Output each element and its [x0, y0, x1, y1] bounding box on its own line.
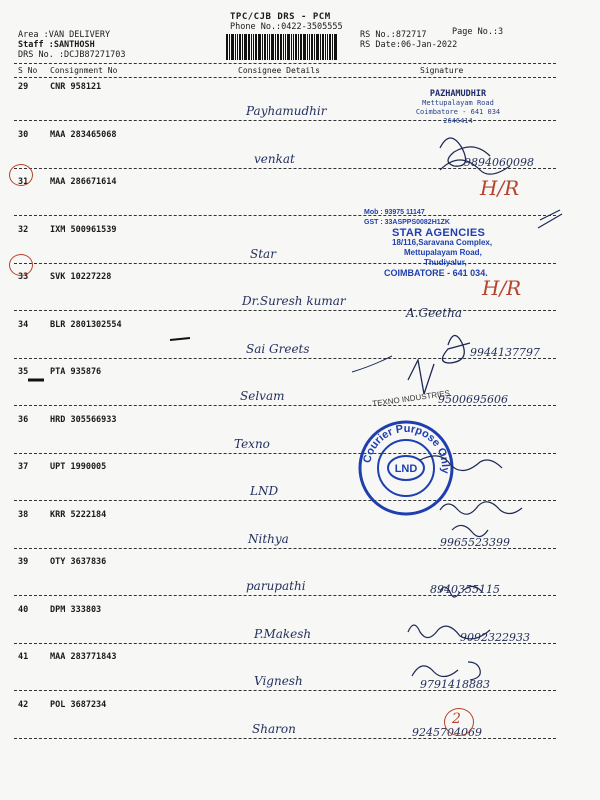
rs-no-field: RS No.:872717 [360, 30, 427, 40]
row-divider [14, 405, 556, 406]
row-consignee-handwritten: Sai Greets [246, 341, 310, 356]
barcode-bar [311, 34, 313, 60]
phone-number: Phone No.:0422-3505555 [230, 22, 343, 32]
barcode-bar [248, 34, 250, 60]
stamp-city: COIMBATORE - 641 034. [384, 268, 488, 278]
scribble [442, 335, 470, 363]
stamp-addr1: 18/116,Saravana Complex, [392, 238, 493, 247]
row-signature-phone: 9500695606 [438, 393, 508, 406]
signature-scribble: A.Geetha [406, 306, 462, 320]
barcode-bar [267, 34, 268, 60]
row-signature-phone: 9965523399 [440, 535, 510, 549]
barcode-bar [277, 34, 279, 60]
row-sno: 31 [18, 177, 29, 187]
barcode-bar [251, 34, 252, 60]
stamp-line: 2646414 [443, 117, 473, 125]
row-consignment-no: BLR 2801302554 [50, 319, 122, 330]
barcode-bar [332, 34, 333, 60]
row-sno: 29 [18, 82, 29, 92]
barcode-icon [226, 34, 354, 60]
hr-mark-2: H/R [482, 276, 522, 300]
barcode-bar [322, 34, 324, 60]
barcode-bar [255, 34, 257, 60]
stamp-addr2: Mettupalayam Road, [404, 248, 482, 257]
row-consignee-handwritten: P.Makesh [254, 626, 312, 641]
barcode-bar [262, 34, 263, 60]
seal-center-text: LND [394, 463, 418, 475]
row-signature-phone: 9245704069 [412, 725, 482, 739]
barcode-bar [237, 34, 238, 60]
row-consignment-no: OTY 3637836 [50, 557, 107, 567]
barcode-bar [303, 34, 306, 60]
barcode-bar [320, 34, 321, 60]
barcode-bar [242, 34, 243, 60]
barcode-bar [239, 34, 241, 60]
barcode-bar [316, 34, 319, 60]
stamp-name: STAR AGENCIES [392, 227, 486, 239]
row-divider [14, 168, 556, 169]
scribble [170, 338, 190, 340]
row-consignment-no: IXM 500961539 [50, 224, 117, 235]
row-signature-phone: 9092322933 [460, 630, 530, 644]
header-left-block [18, 30, 125, 60]
row-consignee-handwritten: Sharon [252, 721, 296, 736]
area-field: Area :VAN DELIVERY [18, 30, 111, 40]
document-title: TPC/CJB DRS - PCM [230, 12, 331, 22]
row-consignee-handwritten: Texno [234, 436, 270, 451]
row-consignment-no: UPT 1990005 [50, 462, 107, 472]
row-sno: 33 [18, 272, 29, 282]
scribble [408, 360, 434, 394]
barcode-bar [325, 34, 326, 60]
col-header-consignment: Consignment No [50, 66, 118, 75]
barcode-bar [283, 34, 284, 60]
row-divider [14, 643, 556, 644]
row-sno: 41 [18, 652, 29, 662]
page-circle-number: 2 [452, 711, 461, 727]
row-divider [14, 738, 556, 739]
row-consignment-no: DPM 333803 [50, 604, 102, 615]
row-consignee-handwritten: Nithya [248, 531, 289, 546]
barcode-bar [300, 34, 302, 60]
row-circle-mark [9, 254, 33, 276]
courier-seal-icon [356, 418, 456, 518]
hr-mark-1: H/R [480, 176, 520, 200]
row-divider [14, 358, 556, 359]
barcode-bar [226, 34, 228, 60]
row-consignment-no: MAA 283771843 [50, 652, 117, 662]
barcode-bar [293, 34, 294, 60]
barcode-bar [334, 34, 337, 60]
barcode-bar [258, 34, 261, 60]
row-sno: 35 [18, 367, 29, 377]
stamp-gst: GST : 33ASPPS0082H1ZK [364, 219, 450, 226]
barcode-bar [285, 34, 286, 60]
row-consignee-handwritten: venkat [254, 151, 295, 166]
row-signature-phone: 9894060098 [464, 155, 534, 169]
barcode-bar [229, 34, 230, 60]
col-header-signature: Signature [420, 66, 464, 75]
row-divider [14, 500, 556, 501]
row-consignee-handwritten: LND [250, 484, 279, 498]
barcode-bar [231, 34, 234, 60]
barcode-bar [327, 34, 328, 60]
row-sno: 39 [18, 557, 29, 567]
stamp-line: PAZHAMUDHIR [429, 89, 487, 99]
row-consignee-handwritten: parupathi [246, 579, 306, 593]
barcode-bar [298, 34, 299, 60]
texno-stamp: TEXNO INDUSTRIES [371, 388, 451, 409]
pazhamudhir-stamp [388, 90, 528, 126]
drs-no-field: DRS No. :DCJB87271703 [18, 50, 126, 60]
row-sno: 36 [18, 414, 29, 425]
barcode-bar [309, 34, 310, 60]
row-consignee-handwritten: Vignesh [254, 674, 303, 688]
barcode-bar [269, 34, 270, 60]
row-signature-phone: 9944137797 [470, 345, 540, 359]
row-consignment-no: CNR 958121 [50, 82, 102, 92]
row-consignee-handwritten: Dr.Suresh kumar [242, 294, 346, 308]
row-sno: 42 [18, 699, 29, 710]
barcode-bar [244, 34, 247, 60]
barcode-bar [307, 34, 308, 60]
barcode-bar [287, 34, 290, 60]
barcode-bar [235, 34, 236, 60]
barcode-bar [271, 34, 274, 60]
barcode-bar [275, 34, 276, 60]
col-header-consignee: Consignee Details [238, 66, 320, 75]
row-consignment-no: SVK 10227228 [50, 272, 112, 282]
stamp-line: Mettupalayam Road [422, 99, 494, 107]
col-header-sno: S No [18, 66, 38, 75]
row-consignment-no: MAA 283465068 [50, 129, 117, 140]
row-signature-phone: 8940355115 [430, 583, 500, 596]
seal-arc-text: Courier Purpose Only [361, 422, 452, 474]
row-divider [14, 453, 556, 454]
barcode-bar [329, 34, 331, 60]
row-consignee-handwritten: Star [250, 246, 276, 261]
row-consignment-no: POL 3687234 [50, 699, 107, 710]
barcode-bar [291, 34, 292, 60]
row-divider [14, 595, 556, 596]
row-sno: 38 [18, 509, 29, 520]
barcode-bar [253, 34, 254, 60]
row-circle-mark [9, 164, 33, 186]
staff-field: Staff :SANTHOSH [18, 40, 95, 50]
row-sno: 37 [18, 462, 29, 472]
barcode-bar [264, 34, 266, 60]
row-signature-phone: 9791418883 [420, 678, 490, 691]
barcode-bar [295, 34, 297, 60]
row-sno: 32 [18, 224, 29, 235]
row-sno: 40 [18, 604, 29, 615]
row-consignment-no: MAA 286671614 [50, 177, 117, 187]
stamp-mob: Mob : 93975 11147 [364, 209, 425, 216]
row-divider [14, 690, 556, 691]
header-right-block [360, 31, 457, 50]
star-agencies-stamp [364, 208, 544, 278]
stamp-addr3: Thudiyalur, [424, 258, 467, 267]
rs-date-field: RS Date:06-Jan-2022 [360, 39, 458, 50]
row-consignment-no: KRR 5222184 [50, 509, 107, 520]
stamp-line: Coimbatore - 641 034 [415, 108, 501, 116]
row-divider [14, 548, 556, 549]
row-sno: 30 [18, 129, 29, 140]
divider [14, 63, 556, 64]
row-consignee-handwritten: Payhamudhir [246, 104, 327, 118]
page-number: Page No.:3 [452, 27, 504, 37]
row-divider [14, 310, 556, 311]
barcode-bar [314, 34, 315, 60]
barcode-bar [280, 34, 282, 60]
row-consignment-no: HRD 305566933 [50, 414, 117, 425]
row-consignee-handwritten: Selvam [240, 389, 285, 403]
row-consignment-no: PTA 935876 [50, 367, 102, 377]
row-sno: 34 [18, 319, 29, 330]
divider [14, 77, 556, 78]
